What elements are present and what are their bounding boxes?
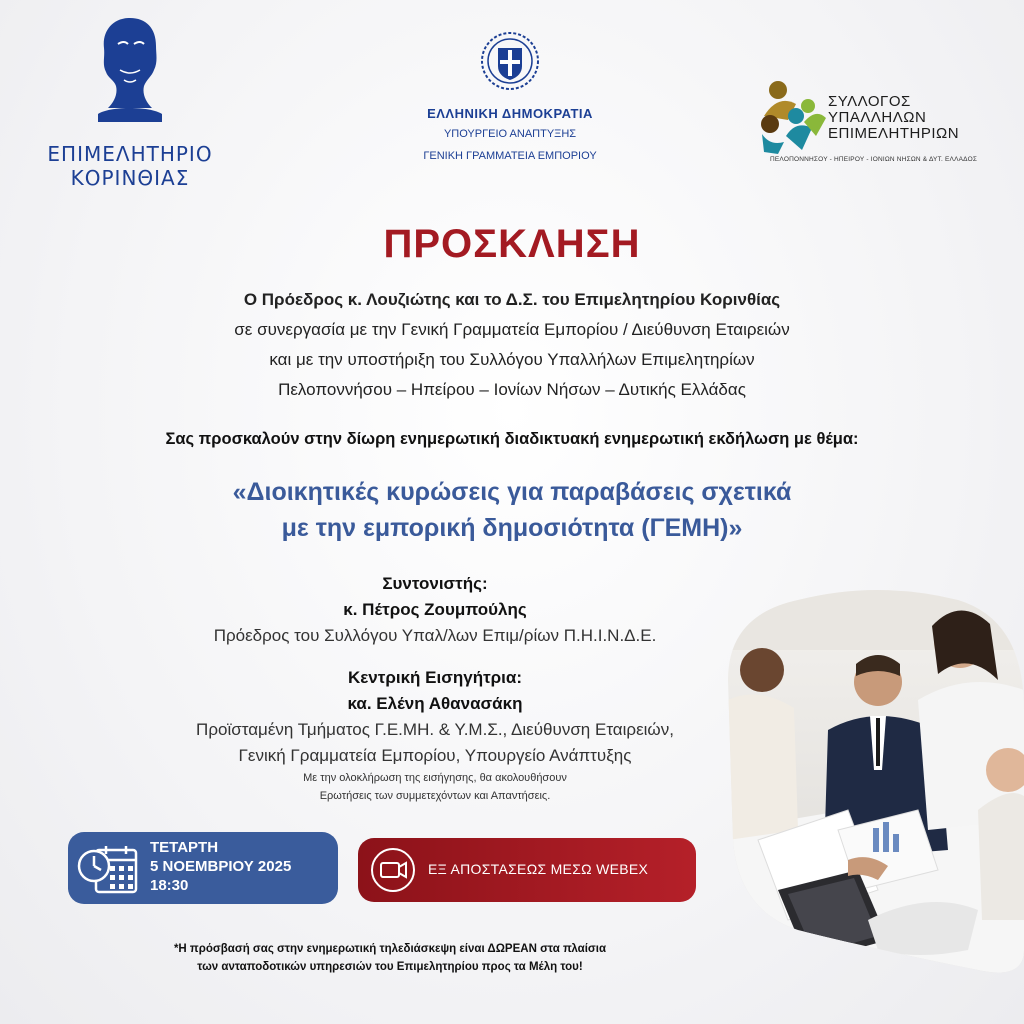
chamber-name-line2: ΚΟΡΙΝΘΙΑΣ [70,166,190,190]
association-name-line2: ΥΠΑΛΛΗΛΩΝ [828,109,927,126]
coordinator-role: Πρόεδρος του Συλλόγου Υπαλ/λων Επιμ/ρίων Π.Η.Ι.Ν.Δ.Ε. [213,626,657,645]
association-logo [756,76,1006,176]
association-name-line1: ΣΥΛΛΟΓΟΣ [828,93,911,110]
intro-line-2: σε συνεργασία με την Γενική Γραμματεία Εμπορίου / Διεύθυνση Εταιρειών [234,320,790,339]
webex-box [358,838,696,902]
topic-line-2: με την εμπορική δημοσιότητα (ΓΕΜΗ)» [281,514,743,542]
event-time: 18:30 [150,877,189,894]
invite-text: Σας προσκαλούν στην δίωρη ενημερωτική διαδικτυακή ενημερωτική εκδήλωση με θέμα: [165,430,859,448]
qa-line-1: Με την ολοκλήρωση της εισήγησης, θα ακολουθήσουν [303,772,567,784]
page-title: ΠΡΟΣΚΛΗΣΗ [383,222,641,266]
coat-of-arms-icon [480,30,540,92]
webex-label: ΕΞ ΑΠΟΣΤΑΣΕΩΣ ΜΕΣΩ WEBEX [428,861,649,877]
calendar-clock-icon [76,840,140,896]
topic-line-1: «Διοικητικές κυρώσεις για παραβάσεις σχετικά [232,478,792,506]
meeting-photo [728,590,1024,980]
note-line-2: των ανταποδοτικών υπηρεσιών του Επιμελητηρίου προς τα Μέλη του! [197,961,583,973]
intro-line-3: και με την υποστήριξη του Συλλόγου Υπαλλήλων Επιμελητηρίων [269,350,755,369]
coordinator-heading: Συντονιστής: [382,574,488,593]
event-day: ΤΕΤΑΡΤΗ [150,839,219,856]
speaker-heading: Κεντρική Εισηγήτρια: [347,668,523,687]
bust-icon [90,14,170,134]
government-name: ΕΛΛΗΝΙΚΗ ΔΗΜΟΚΡΑΤΙΑ [427,106,593,121]
intro-line-4: Πελοποννήσου – Ηπείρου – Ιονίων Νήσων – Δυτικής Ελλάδας [278,380,746,399]
association-regions: ΠΕΛΟΠΟΝΝΗΣΟΥ - ΗΠΕΙΡΟΥ - ΙΟΝΙΩΝ ΝΗΣΩΝ & ΔΥΤ. ΕΛΛΑΔΟΣ [770,156,978,163]
event-date-box [68,832,338,904]
speaker-role-1: Προϊσταμένη Τμήματος Γ.Ε.ΜΗ. & Υ.Μ.Σ., Διεύθυνση Εταιρειών, [196,720,674,739]
intro-line-1: Ο Πρόεδρος κ. Λουζιώτης και το Δ.Σ. του Επιμελητηρίου Κορινθίας [243,290,781,309]
association-name-line3: ΕΠΙΜΕΛΗΤΗΡΙΩΝ [828,125,960,142]
government-logo [400,30,620,170]
chamber-name-line1: ΕΠΙΜΕΛΗΤΗΡΙΟ [47,142,213,166]
speaker-role-2: Γενική Γραμματεία Εμπορίου, Υπουργείο Ανάπτυξης [238,746,632,765]
qa-line-2: Ερωτήσεις των συμμετεχόντων και Απαντήσεις. [319,790,551,802]
ministry-name: ΥΠΟΥΡΓΕΙΟ ΑΝΑΠΤΥΞΗΣ [443,128,577,140]
note-line-1: *Η πρόσβασή σας στην ενημερωτική τηλεδιάσκεψη είναι ΔΩΡΕΑΝ στα πλαίσια [173,943,607,955]
secretariat-name: ΓΕΝΙΚΗ ΓΡΑΜΜΑΤΕΙΑ ΕΜΠΟΡΙΟΥ [423,150,597,162]
chamber-logo [40,14,240,190]
video-camera-icon [368,845,418,895]
event-date: 5 ΝΟΕΜΒΡΙΟΥ 2025 [150,858,292,875]
speaker-name: κα. Ελένη Αθανασάκη [347,694,523,713]
free-access-note [80,940,700,976]
coordinator-name: κ. Πέτρος Ζουμπούλης [343,600,527,619]
people-icon [756,76,828,156]
